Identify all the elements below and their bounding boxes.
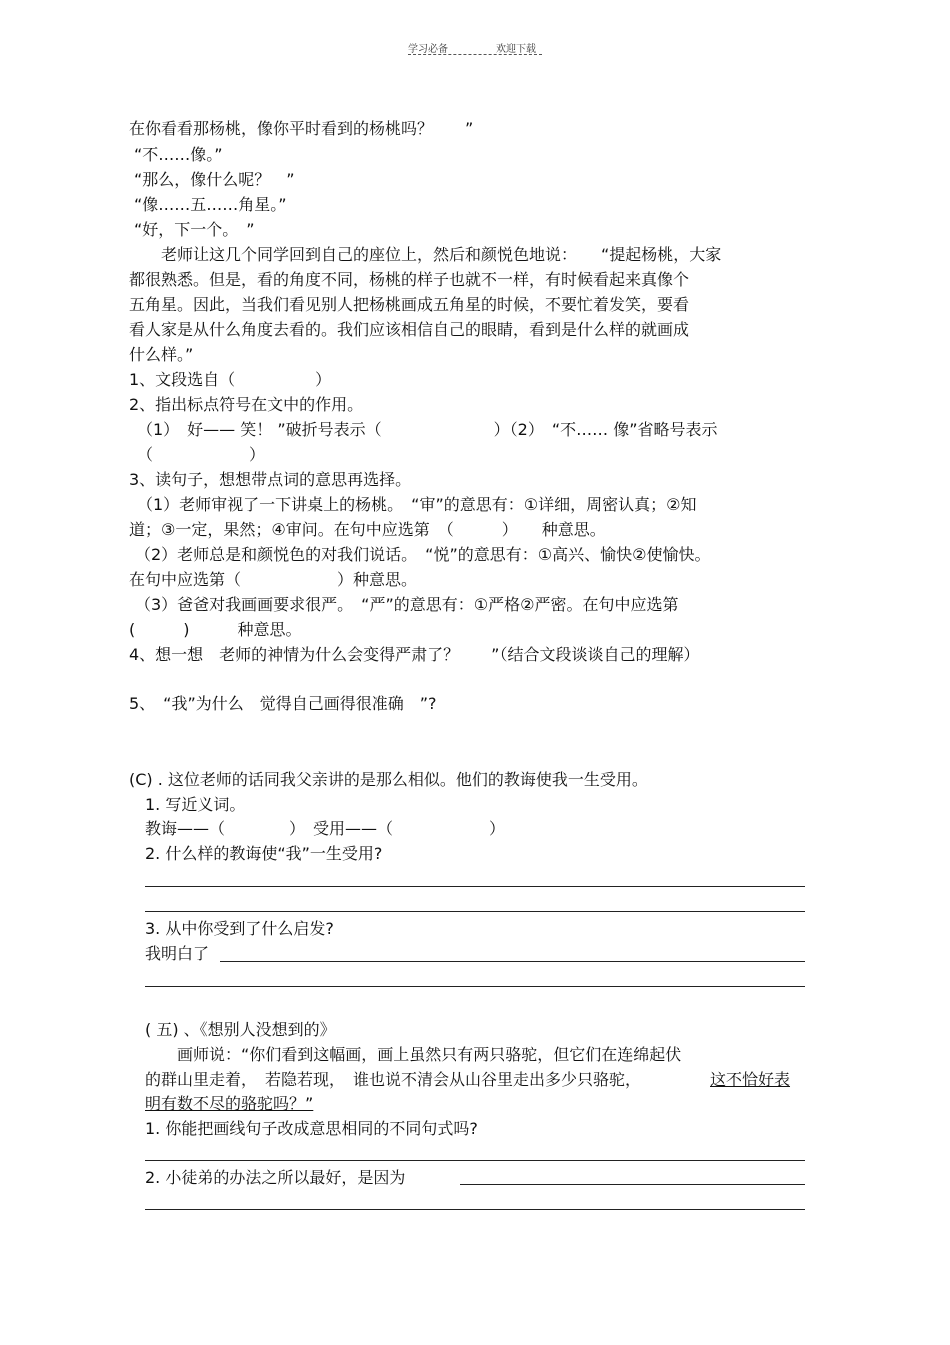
text-line: 在句中应选第（ ）种意思。 [129,570,418,589]
text-line: 2. 小徒弟的办法之所以最好，是因为 [145,1168,406,1187]
header-divider [408,54,542,55]
text-line: 画师说：“你们看到这幅画，画上虽然只有两只骆驼，但它们在连绵起伏 [145,1045,682,1064]
text-line: “那么，像什么呢？ ” [134,170,295,189]
text-line: 的群山里走着， 若隐若现， 谁也说不清会从山谷里走出多少只骆驼， [145,1070,642,1089]
text-line: 都很熟悉。但是，看的角度不同，杨桃的样子也就不一样，有时候看起来真像个 [129,270,690,289]
text-line: 看人家是从什么角度去看的。我们应该相信自己的眼睛，看到是什么样的就画成 [129,320,690,339]
text-line: （ ） [137,445,266,464]
text-line: （3）爸爸对我画画要求很严。 “严”的意思有：①严格②严密。在句中应选第 [135,595,679,614]
header-left: 学习必备 [408,44,448,55]
text-line: （1） 好—— 笑！ ”破折号表示（ ）（2） “不…… 像”省略号表示 [137,420,718,439]
text-line: 五角星。因此，当我们看见别人把杨桃画成五角星的时候，不要忙着发笑，要看 [129,295,690,314]
text-line: 2. 什么样的教诲使“我”一生受用? [145,844,383,863]
answer-line [145,886,805,887]
text-line: 3、读句子，想想带点词的意思再选择。 [129,470,412,489]
text-line: 什么样。” [129,345,194,364]
text-line: 2、指出标点符号在文中的作用。 [129,395,364,414]
text-line: ( ) 种意思。 [129,620,302,639]
answer-line [145,986,805,987]
text-line: 我明白了 [145,944,210,963]
text-line: 老师让这几个同学回到自己的座位上，然后和颜悦色地说： “提起杨桃，大家 [129,245,722,264]
answer-line [145,1209,805,1210]
text-line: 1. 你能把画线句子改成意思相同的不同句式吗? [145,1119,478,1138]
text-line: “好，下一个。 ” [134,220,255,239]
text-line: 5、 “我”为什么 觉得自己画得很准确 ”? [129,694,437,713]
text-line: ( 五) 、《想别人没想到的》 [145,1020,336,1039]
text-line: 4、想一想 老师的神情为什么会变得严肃了？ ”（结合文段谈谈自己的理解） [129,645,700,664]
text-line: “像……五……角星。” [134,195,287,214]
text-line: （2）老师总是和颜悦色的对我们说话。 “悦”的意思有：①高兴、愉快②使愉快。 [135,545,711,564]
text-line: 1. 写近义词。 [145,795,246,814]
header-right: 欢迎下载 [496,44,536,55]
text-line: 3. 从中你受到了什么启发? [145,919,334,938]
answer-line [145,1160,805,1161]
text-line: 教诲——（ ） 受用——（ ） [145,819,506,838]
text-line: “不……像。” [134,145,223,164]
underlined-sentence: 明有数不尽的骆驼吗？” [145,1094,314,1113]
underlined-sentence: 这不恰好表 [710,1070,791,1089]
answer-line [460,1184,805,1185]
answer-line [145,911,805,912]
text-line: 道；③一定，果然；④审问。在句中应选第 （ ） 种意思。 [129,520,606,539]
text-line: （1）老师审视了一下讲桌上的杨桃。 “审”的意思有：①详细，周密认真；②知 [129,495,697,514]
text-line: (C) . 这位老师的话同我父亲讲的是那么相似。他们的教诲使我一生受用。 [129,770,648,789]
text-line: 在你看看那杨桃，像你平时看到的杨桃吗？ ” [129,119,474,138]
answer-line [220,961,805,962]
text-line: 1、文段选自（ ） [129,370,332,389]
